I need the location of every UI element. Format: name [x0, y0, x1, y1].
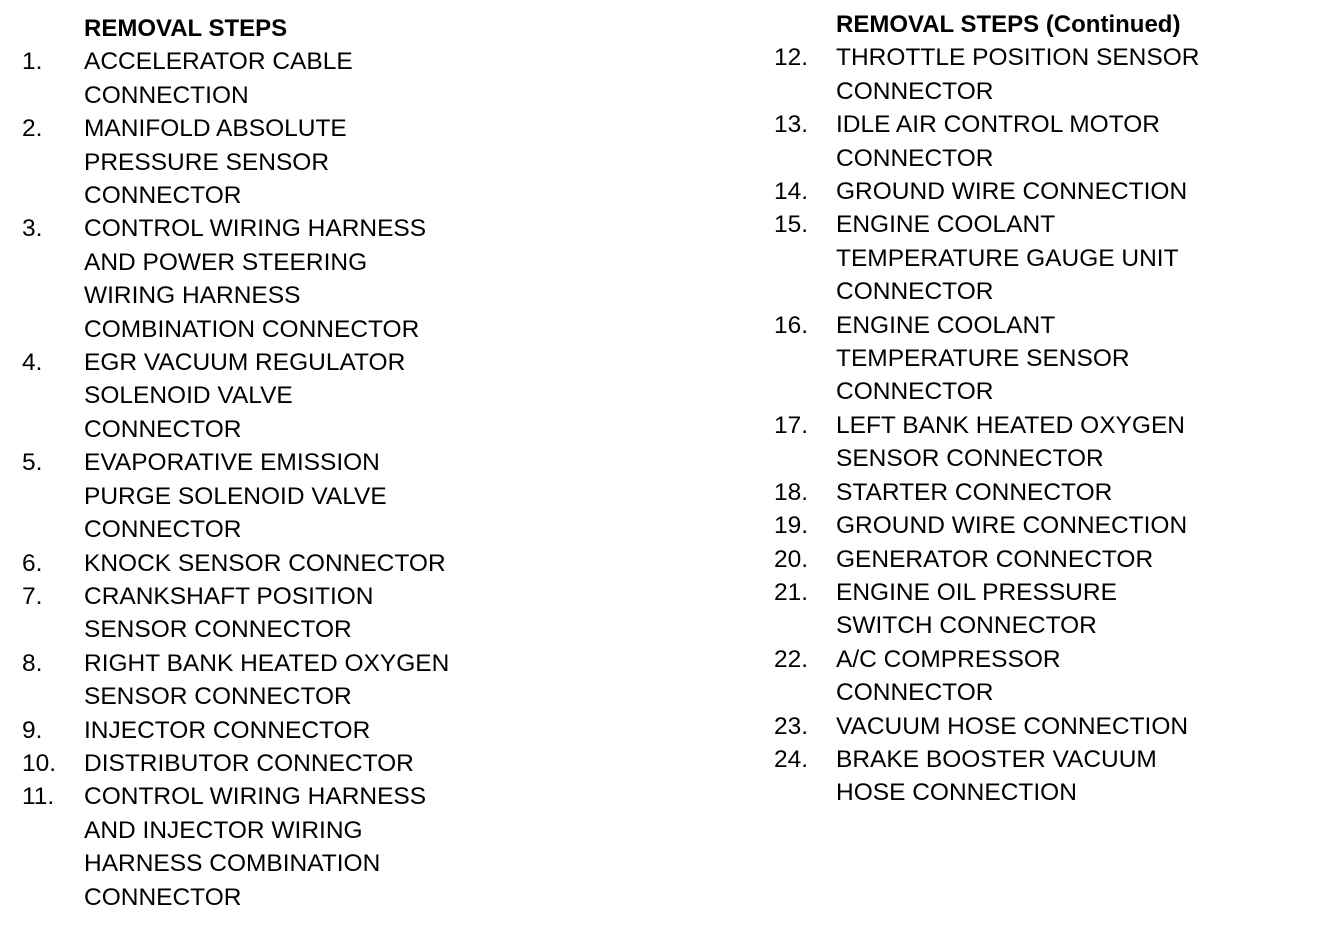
step-text: BRAKE BOOSTER VACUUM HOSE CONNECTION: [836, 745, 1157, 807]
step-text: GROUND WIRE CONNECTION: [836, 512, 1188, 540]
step-number: 4.: [22, 349, 43, 377]
right-column-heading: REMOVAL STEPS (Continued): [836, 11, 1181, 38]
step-text: STARTER CONNECTOR: [836, 478, 1113, 506]
step-text: DISTRIBUTOR CONNECTOR: [84, 749, 414, 777]
step-item-14: [774, 175, 1314, 208]
step-text: THROTTLE POSITION SENSOR CONNECTOR: [836, 44, 1200, 105]
step-number: 10.: [22, 749, 57, 777]
step-item-1: [22, 45, 582, 112]
step-item-8: [22, 647, 582, 714]
step-number: 23.: [774, 712, 809, 740]
step-number: 18.: [774, 478, 809, 506]
step-text: ENGINE COOLANT TEMPERATURE GAUGE UNIT CONNECTOR: [836, 211, 1179, 306]
step-text: IDLE AIR CONTROL MOTOR CONNECTOR: [836, 111, 1160, 172]
step-number: 3.: [22, 215, 43, 243]
removal-steps-right-column: [774, 8, 1314, 810]
step-number: 8.: [22, 649, 43, 677]
step-number: 11.: [22, 783, 55, 811]
step-number: 9.: [22, 716, 43, 744]
step-item-7: [22, 580, 582, 647]
step-number: 5.: [22, 449, 43, 477]
step-item-9: [22, 714, 582, 747]
step-number: 24.: [774, 745, 809, 773]
step-text: ACCELERATOR CABLE CONNECTION: [84, 48, 353, 109]
step-item-4: [22, 346, 582, 446]
step-number: 12.: [774, 44, 809, 72]
step-number: 19.: [774, 512, 809, 540]
step-text: ENGINE COOLANT TEMPERATURE SENSOR CONNECTOR: [836, 311, 1130, 406]
step-item-16: [774, 309, 1314, 409]
step-item-11: [22, 780, 582, 914]
left-column-heading: REMOVAL STEPS: [84, 15, 288, 42]
step-number: 6.: [22, 549, 43, 577]
step-text: INJECTOR CONNECTOR: [84, 716, 371, 744]
step-text: CONTROL WIRING HARNESS AND POWER STEERING WIRING HARNESS COMBINATION CONNECTOR: [84, 215, 427, 343]
step-text: ENGINE OIL PRESSURE SWITCH CONNECTOR: [836, 578, 1117, 640]
step-item-15: [774, 208, 1314, 308]
step-item-5: [22, 446, 582, 546]
removal-steps-left-column: [22, 12, 582, 914]
step-text: VACUUM HOSE CONNECTION: [836, 712, 1189, 740]
step-number: 22.: [774, 645, 809, 673]
step-item-19: [774, 509, 1314, 542]
step-text: GENERATOR CONNECTOR: [836, 545, 1154, 573]
step-text: CRANKSHAFT POSITION SENSOR CONNECTOR: [84, 582, 374, 644]
step-number: 15.: [774, 211, 809, 239]
step-text: MANIFOLD ABSOLUTE PRESSURE SENSOR CONNECTOR: [84, 115, 347, 210]
step-number: 1.: [22, 48, 43, 76]
step-item-10: [22, 747, 582, 780]
step-number: 21.: [774, 578, 809, 606]
step-number: 16.: [774, 311, 809, 339]
step-text: LEFT BANK HEATED OXYGEN SENSOR CONNECTOR: [836, 411, 1185, 473]
step-item-2: [22, 112, 582, 212]
step-item-20: [774, 543, 1314, 576]
step-item-3: [22, 212, 582, 346]
step-number: 17.: [774, 411, 809, 439]
step-text: KNOCK SENSOR CONNECTOR: [84, 549, 446, 577]
step-item-17: [774, 409, 1314, 476]
step-item-21: [774, 576, 1314, 643]
step-text: EGR VACUUM REGULATOR SOLENOID VALVE CONNECTOR: [84, 349, 406, 443]
step-item-23: [774, 710, 1314, 743]
step-text: EVAPORATIVE EMISSION PURGE SOLENOID VALVE CONNECTOR: [84, 449, 387, 544]
step-item-18: [774, 476, 1314, 509]
step-number: 2.: [22, 115, 43, 143]
step-text: CONTROL WIRING HARNESS AND INJECTOR WIRING HARNESS COMBINATION CONNECTOR: [84, 783, 427, 911]
left-steps-list: [22, 45, 582, 914]
step-text: RIGHT BANK HEATED OXYGEN SENSOR CONNECTOR: [84, 649, 450, 711]
step-number: 20.: [774, 545, 809, 573]
step-item-22: [774, 643, 1314, 710]
step-item-13: [774, 108, 1314, 175]
step-item-12: [774, 41, 1314, 108]
step-number: 13.: [774, 111, 809, 139]
step-number: 7.: [22, 582, 43, 610]
step-item-24: [774, 743, 1314, 810]
step-number: 14.: [774, 178, 809, 206]
right-steps-list: [774, 41, 1314, 809]
step-item-6: [22, 547, 582, 580]
step-text: A/C COMPRESSOR CONNECTOR: [836, 645, 1061, 707]
step-text: GROUND WIRE CONNECTION: [836, 178, 1188, 206]
